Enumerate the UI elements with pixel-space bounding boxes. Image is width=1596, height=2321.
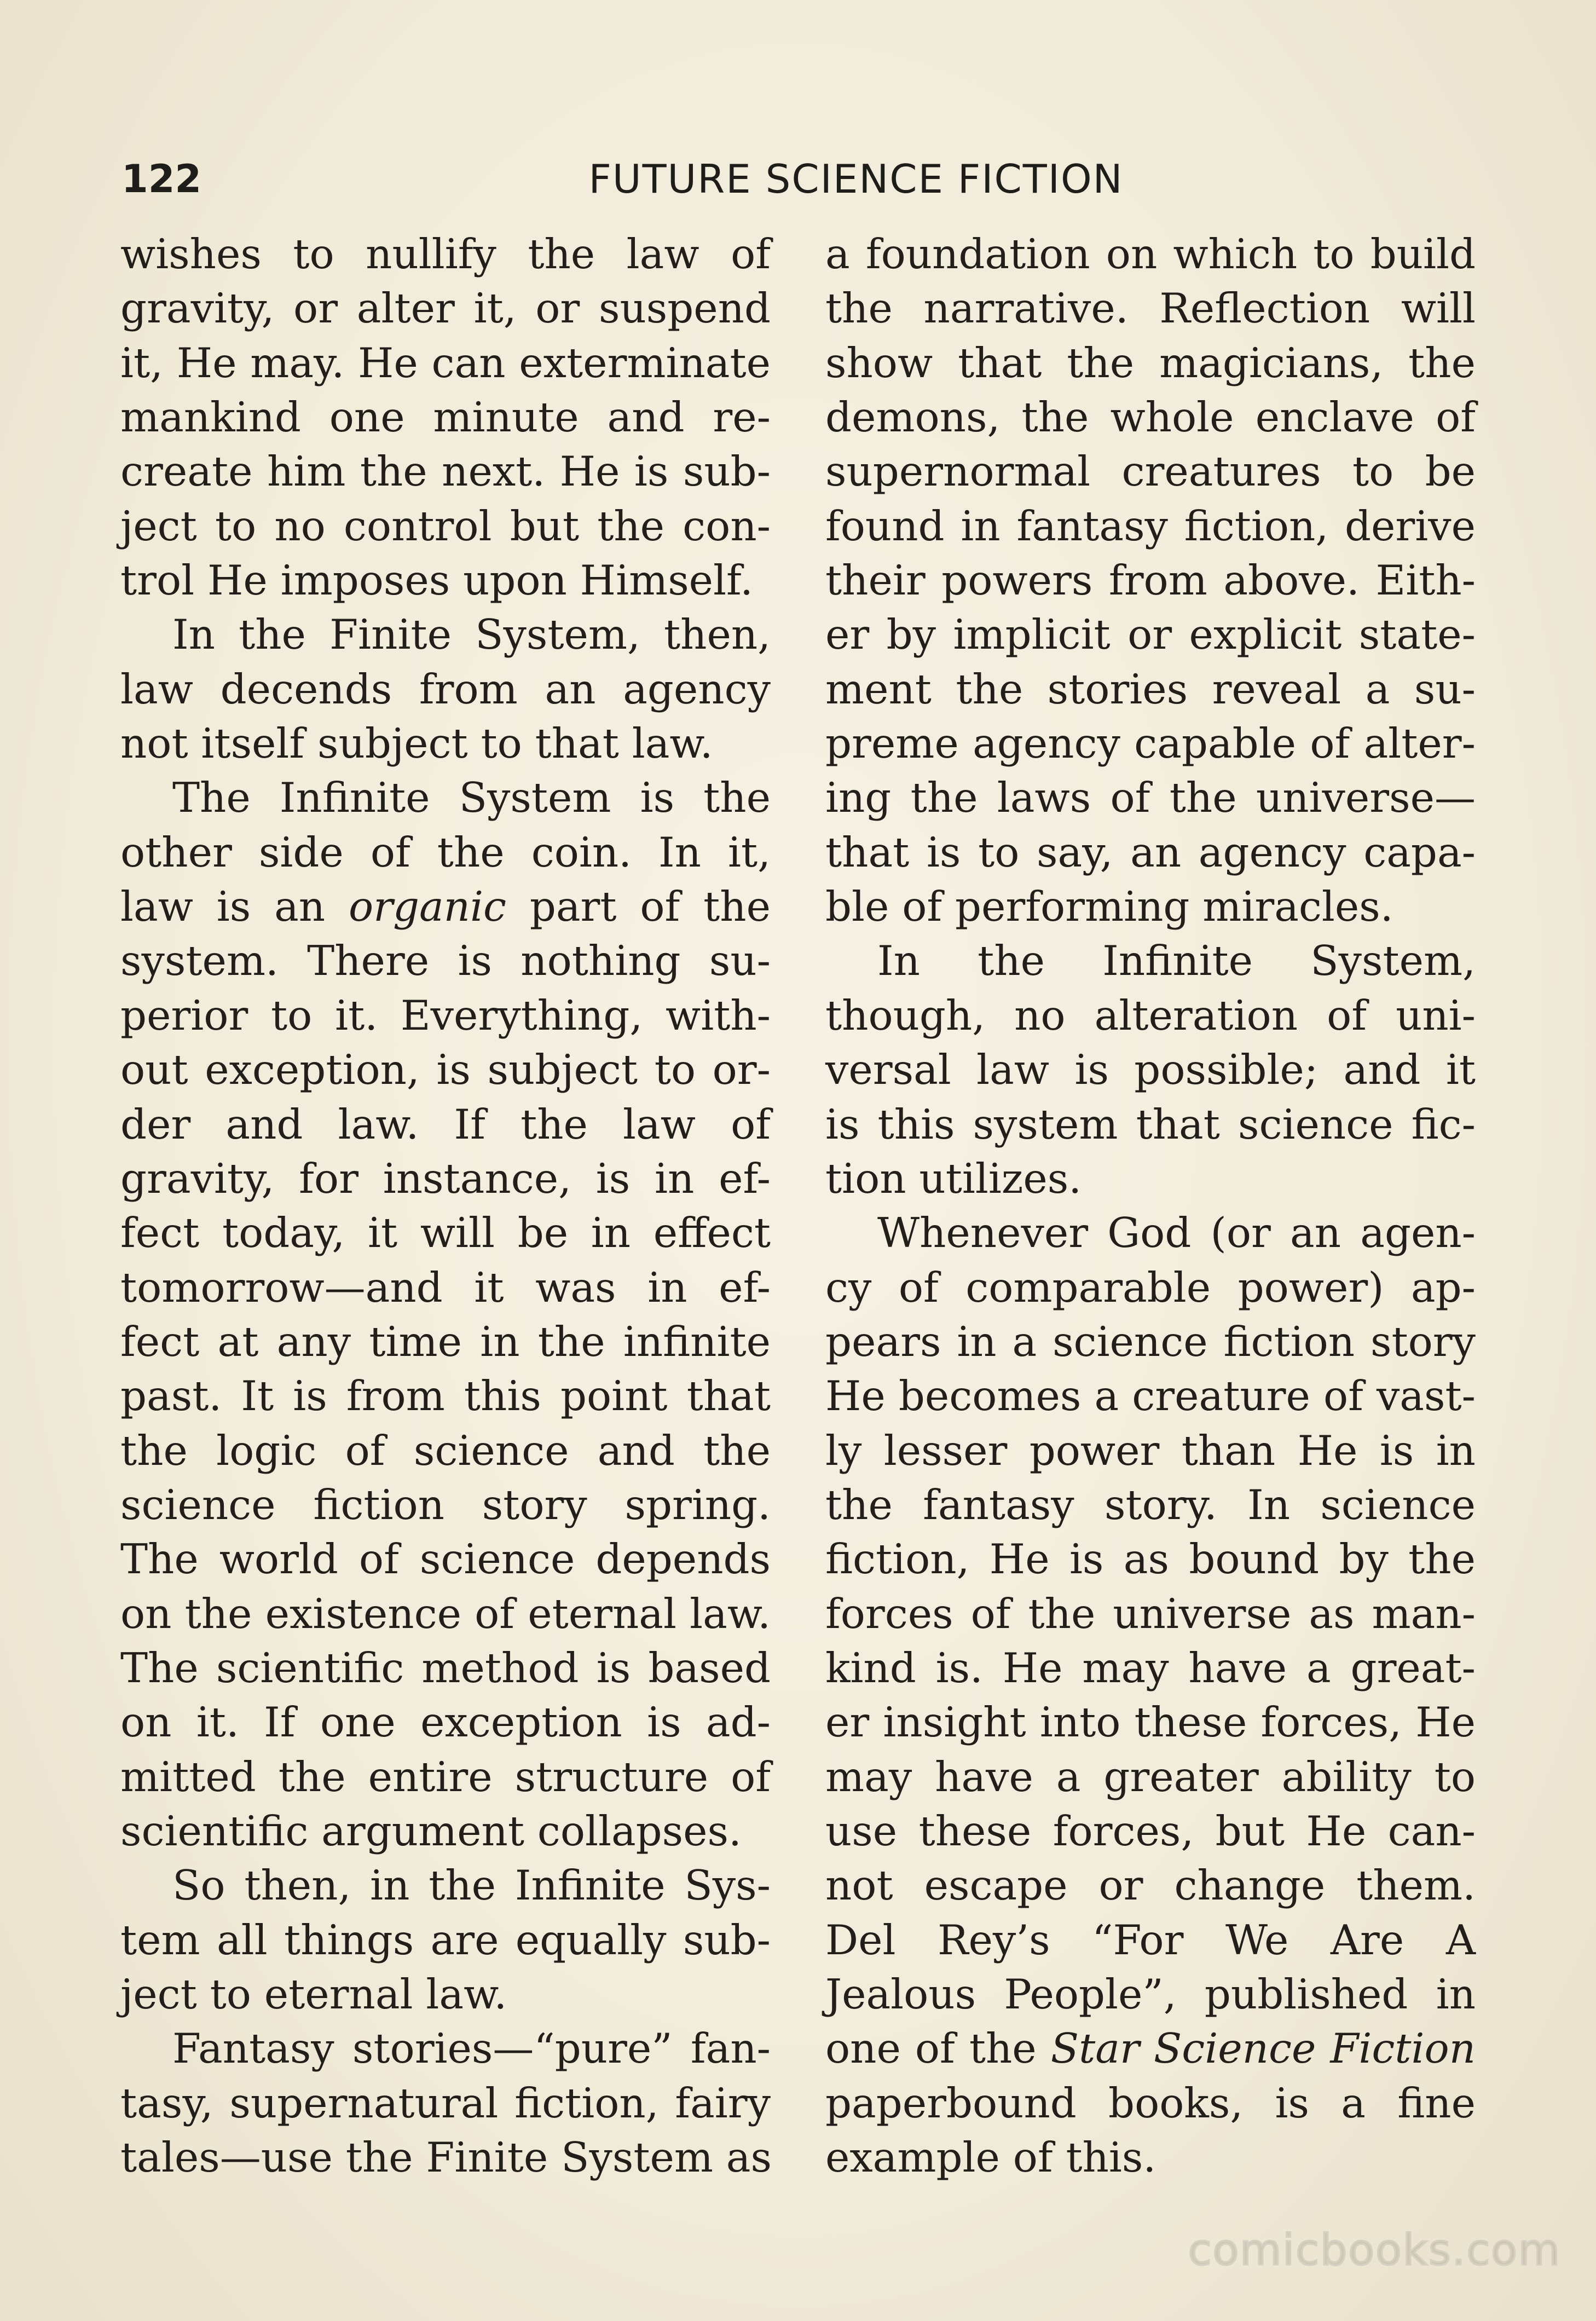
text-line: show that the magicians, the xyxy=(825,338,1476,387)
text-line: ing the laws of the universe— xyxy=(825,773,1476,822)
text-line: er by implicit or explicit state- xyxy=(825,610,1476,659)
running-title: FUTURE SCIENCE FICTION xyxy=(588,156,1124,202)
text-line: In the Finite System, then, xyxy=(172,610,771,659)
text-line: out exception, is subject to or- xyxy=(120,1046,771,1094)
text-line: the narrative. Reflection will xyxy=(825,284,1476,333)
text-line: gravity, for instance, is in ef- xyxy=(120,1154,771,1203)
text-line: other side of the coin. In it, xyxy=(120,828,771,876)
text-line: ble of performing miracles. xyxy=(825,882,1393,931)
text-line: the logic of science and the xyxy=(120,1426,771,1475)
text-line: Jealous People”, published in xyxy=(825,1970,1476,2018)
page-header xyxy=(122,149,1474,209)
text-line: The Infinite System is the xyxy=(172,773,771,822)
text-line: example of this. xyxy=(825,2133,1156,2182)
text-line: fiction, He is as bound by the xyxy=(825,1535,1476,1584)
text-line: scientific argument collapses. xyxy=(120,1806,742,1855)
text-line: supernormal creatures to be xyxy=(825,447,1476,496)
text-line: pears in a science fiction story xyxy=(825,1317,1476,1366)
text-line: use these forces, but He can- xyxy=(825,1806,1476,1855)
italic-title: Star Science Fiction xyxy=(1050,2024,1476,2073)
text-line: The world of science depends xyxy=(120,1535,771,1584)
text-line: not itself subject to that law. xyxy=(120,719,713,768)
text-line: er insight into these forces, He xyxy=(825,1698,1476,1747)
text-line: tasy, supernatural fiction, fairy xyxy=(120,2078,771,2127)
text-line: tion utilizes. xyxy=(825,1154,1082,1203)
text-line: In the Infinite System, xyxy=(877,937,1476,985)
text-line: ject to eternal law. xyxy=(120,1970,507,2018)
text-line: The scientific method is based xyxy=(120,1643,771,1692)
italic-term: organic xyxy=(348,882,506,931)
text-line xyxy=(825,2022,1476,2076)
text-line: their powers from above. Eith- xyxy=(825,556,1476,605)
text-segment: law is an xyxy=(120,882,349,931)
text-line: So then, in the Infinite Sys- xyxy=(172,1861,771,1910)
page-number: 122 xyxy=(122,157,202,201)
text-line: on it. If one exception is ad- xyxy=(120,1698,771,1747)
text-segment: part of the xyxy=(506,882,771,931)
text-line: Fantasy stories—“pure” fan- xyxy=(172,2024,771,2073)
text-line: system. There is nothing su- xyxy=(120,937,771,985)
text-line: He becomes a creature of vast- xyxy=(825,1372,1476,1421)
text-line: versal law is possible; and it xyxy=(825,1046,1476,1094)
right-column xyxy=(825,227,1476,2185)
text-line: ject to no control but the con- xyxy=(120,501,771,550)
text-line: mitted the entire structure of xyxy=(120,1752,771,1801)
text-line: science fiction story spring. xyxy=(120,1480,771,1529)
text-line: paperbound books, is a fine xyxy=(825,2078,1476,2127)
text-line: Del Rey’s “For We Are A xyxy=(825,1915,1476,1964)
text-line: tales—use the Finite System as xyxy=(120,2133,772,2182)
text-line: ly lesser power than He is in xyxy=(825,1426,1476,1475)
text-line: trol He imposes upon Himself. xyxy=(120,556,753,605)
text-line: ment the stories reveal a su- xyxy=(825,665,1476,713)
text-line: on the existence of eternal law. xyxy=(120,1589,771,1638)
text-line: fect at any time in the infinite xyxy=(120,1317,771,1366)
text-line: not escape or change them. xyxy=(825,1861,1476,1910)
text-line xyxy=(120,880,771,934)
text-line: kind is. He may have a great- xyxy=(825,1643,1476,1692)
text-line: forces of the universe as man- xyxy=(825,1589,1476,1638)
text-line: that is to say, an agency capa- xyxy=(825,828,1476,876)
text-line: preme agency capable of alter- xyxy=(825,719,1476,768)
text-line: a foundation on which to build xyxy=(825,230,1476,278)
text-line: may have a greater ability to xyxy=(825,1752,1476,1801)
text-line: gravity, or alter it, or suspend xyxy=(120,284,771,333)
text-line: Whenever God (or an agen- xyxy=(877,1209,1476,1257)
text-line: der and law. If the law of xyxy=(120,1100,771,1148)
text-line: wishes to nullify the law of xyxy=(120,230,771,278)
text-line: the fantasy story. In science xyxy=(825,1480,1476,1529)
text-line: past. It is from this point that xyxy=(120,1372,771,1421)
text-line: it, He may. He can exterminate xyxy=(120,338,771,387)
left-column xyxy=(120,227,771,2185)
text-line: tomorrow—and it was in ef- xyxy=(120,1263,771,1312)
text-line: law decends from an agency xyxy=(120,665,771,713)
site-watermark: comicbooks.com xyxy=(1188,2226,1561,2275)
text-line: create him the next. He is sub- xyxy=(120,447,771,496)
text-line: perior to it. Everything, with- xyxy=(120,991,771,1040)
text-line: mankind one minute and re- xyxy=(120,393,771,442)
text-segment: one of the xyxy=(825,2024,1051,2073)
text-line: though, no alteration of uni- xyxy=(825,991,1476,1040)
text-line: cy of comparable power) ap- xyxy=(825,1263,1476,1312)
text-line: found in fantasy fiction, derive xyxy=(825,501,1476,550)
text-line: tem all things are equally sub- xyxy=(120,1915,771,1964)
text-line: demons, the whole enclave of xyxy=(825,393,1476,442)
text-line: is this system that science fic- xyxy=(825,1100,1476,1148)
text-line: fect today, it will be in effect xyxy=(120,1209,771,1257)
